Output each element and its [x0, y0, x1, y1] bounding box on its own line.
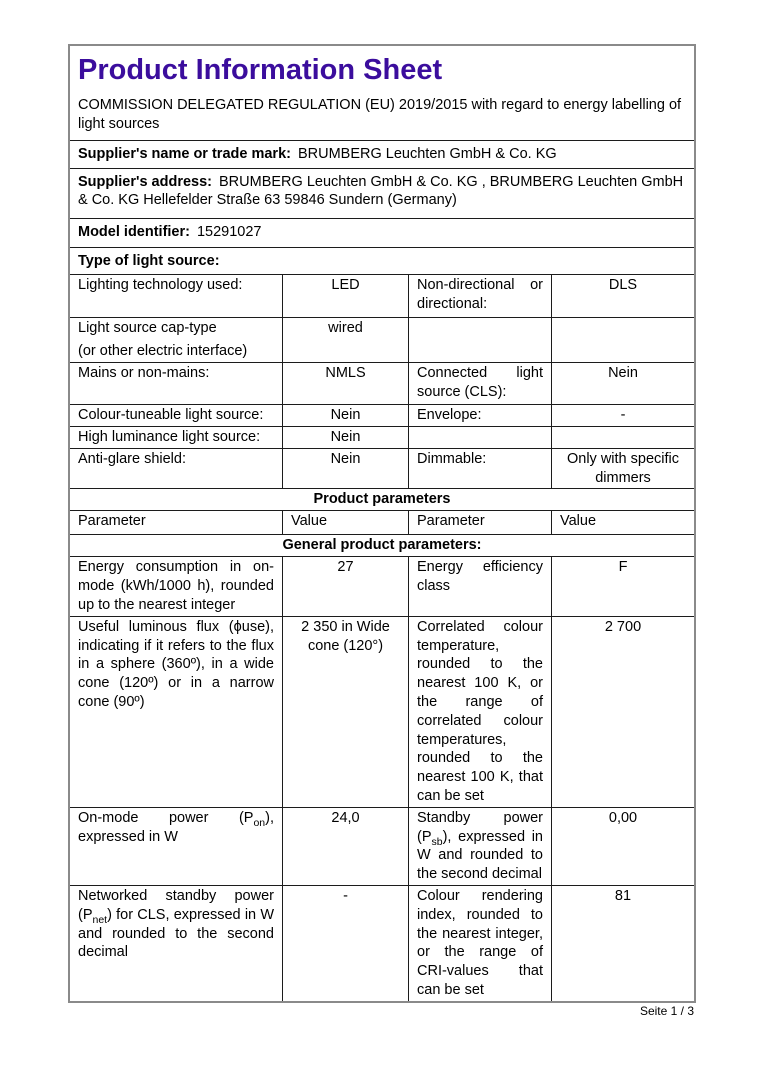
on-mode-power-text-end: ), expressed in W [78, 809, 274, 845]
param-anti-glare: Anti-glare shield: [78, 450, 186, 467]
networked-standby-subscript: net [92, 913, 108, 926]
value-colour-tuneable: Nein [282, 405, 408, 426]
page-title: Product Information Sheet [78, 54, 443, 86]
supplier-address-row [70, 168, 694, 218]
title-block [70, 46, 694, 140]
param-dimmable: Dimmable: [408, 449, 551, 489]
on-mode-power-text: On-mode power (P [78, 809, 254, 826]
table-row [70, 616, 694, 807]
supplier-address-label: Supplier's address: [78, 173, 212, 190]
param-useful-luminous-flux: Useful luminous flux (ϕuse), indicating if it refers to the flux in a sphere (360º), in a wide cone (120º) or in a narrow cone (90º) [78, 618, 274, 710]
on-mode-power-subscript: on [253, 816, 266, 829]
networked-standby-text: Networked standby power (P [78, 887, 274, 923]
param-on-mode-power [70, 808, 282, 885]
param-cap-type [70, 318, 282, 362]
column-header-parameter-left: Parameter [78, 513, 146, 530]
value-lighting-technology: LED [282, 275, 408, 317]
networked-standby-text-end: ) for CLS, expressed in W and rounded to the second decimal [78, 906, 274, 961]
value-on-mode-power: 24,0 [282, 808, 408, 885]
param-empty [408, 318, 551, 362]
product-parameters-header: Product parameters [70, 488, 694, 510]
model-identifier-value: 15291027 [196, 223, 262, 240]
standby-power-text-end: ), expressed in W and rounded to the second decimal [417, 828, 543, 883]
table-row [70, 274, 694, 317]
param-lighting-technology: Lighting technology used: [78, 277, 243, 294]
page-number: Seite 1 / 3 [639, 1004, 694, 1018]
param-mains: Mains or non-mains: [78, 364, 210, 381]
table-row [70, 556, 694, 615]
value-energy-efficiency-class: F [551, 557, 694, 615]
table-row [70, 426, 694, 448]
value-directionality: DLS [551, 275, 694, 317]
table-row [70, 807, 694, 885]
cap-type-line2: (or other electric interface) [78, 343, 248, 360]
cap-type-line1: Light source cap-type [78, 320, 217, 337]
value-empty [551, 427, 694, 448]
table-row [70, 362, 694, 404]
value-useful-luminous-flux: 2 350 in Wide cone (120°) [282, 617, 408, 807]
value-networked-standby-power: - [282, 886, 408, 1001]
column-header-value-right: Value [551, 511, 694, 534]
param-energy-consumption: Energy consumption in on-mode (kWh/1000 h), rounded up to the nearest integer [78, 559, 274, 613]
param-correlated-colour-temperature: Correlated colour temperature, rounded to the nearest 100 K, or the range of correlated colour temperatures, rounded to the nearest 100 K, that can be set [408, 617, 551, 807]
table-row [70, 885, 694, 1001]
param-connected-light-source: Connected light source (CLS): [408, 363, 551, 404]
standby-power-subscript: sb [431, 835, 443, 848]
column-header-parameter-right: Parameter [408, 511, 551, 534]
value-correlated-colour-temperature: 2 700 [551, 617, 694, 807]
regulation-subtitle: COMMISSION DELEGATED REGULATION (EU) 2019/2015 with regard to energy labelling of light sources [78, 97, 682, 132]
value-colour-rendering-index: 81 [551, 886, 694, 1001]
type-of-light-source-header: Type of light source: [70, 247, 694, 275]
param-empty [408, 427, 551, 448]
param-energy-efficiency-class: Energy efficiency class [408, 557, 551, 615]
param-directionality: Non-directional or directional: [408, 275, 551, 317]
supplier-name-value: BRUMBERG Leuchten GmbH & Co. KG [297, 145, 557, 162]
value-connected-light-source: Nein [551, 363, 694, 404]
value-envelope: - [551, 405, 694, 426]
model-identifier-row [70, 218, 694, 247]
table-row [70, 317, 694, 362]
param-high-luminance: High luminance light source: [78, 428, 261, 445]
column-header-value-left: Value [282, 511, 408, 534]
model-identifier-label: Model identifier: [78, 223, 190, 240]
param-standby-power [408, 808, 551, 885]
value-dimmable: Only with specific dimmers [551, 449, 694, 489]
value-energy-consumption: 27 [282, 557, 408, 615]
value-anti-glare: Nein [282, 449, 408, 489]
general-product-parameters-header: General product parameters: [70, 534, 694, 556]
table-row [70, 448, 694, 489]
value-empty [551, 318, 694, 362]
column-header-row [70, 510, 694, 534]
supplier-address-value: BRUMBERG Leuchten GmbH & Co. KG , BRUMBERG Leuchten GmbH & Co. KG Hellefelder Straße 63 59846 Sundern (Germany) [78, 173, 684, 209]
param-networked-standby-power [70, 886, 282, 1001]
value-mains: NMLS [282, 363, 408, 404]
param-colour-tuneable: Colour-tuneable light source: [78, 406, 264, 423]
param-colour-rendering-index: Colour rendering index, rounded to the nearest integer, or the range of CRI-values that can be set [408, 886, 551, 1001]
param-envelope: Envelope: [408, 405, 551, 426]
standby-power-text: Standby power (P [417, 809, 543, 845]
value-cap-type: wired [282, 318, 408, 362]
supplier-name-row [70, 140, 694, 168]
value-high-luminance: Nein [282, 427, 408, 448]
product-information-table [68, 44, 696, 1003]
value-standby-power: 0,00 [551, 808, 694, 885]
table-row [70, 404, 694, 426]
supplier-name-label: Supplier's name or trade mark: [78, 145, 291, 162]
